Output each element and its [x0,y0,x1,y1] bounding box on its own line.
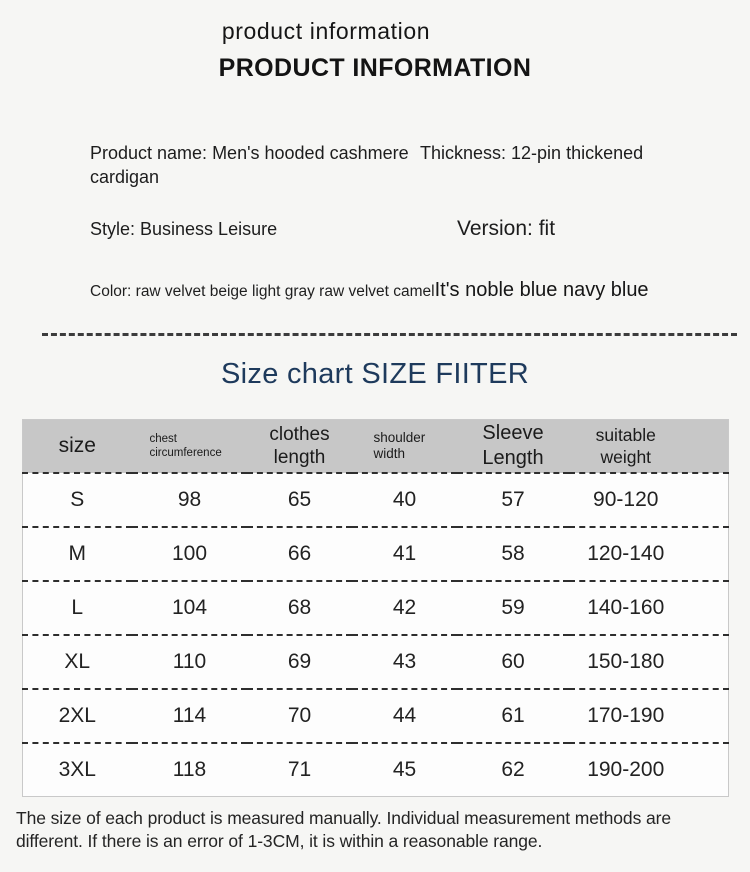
size-label-cell: S [22,473,132,527]
table-cell: 62 [457,743,569,797]
size-chart-table [22,419,729,797]
table-cell: 100 [132,527,247,581]
product-style-text: Style: Business Leisure [90,219,278,239]
column-header-sleeve-length [457,420,569,473]
table-row-m [22,527,728,581]
column-header-suitable-weight [569,420,728,473]
table-cell: 110 [132,635,247,689]
table-cell: 170-190 [569,689,728,743]
page-header [0,0,750,83]
dashed-divider [42,333,737,336]
size-label-cell: 3XL [22,743,132,797]
table-cell: 190-200 [569,743,728,797]
table-cell: 45 [352,743,457,797]
column-header-shoulder-width [352,420,457,473]
size-label-cell: L [22,581,132,635]
table-row-2xl [22,689,728,743]
table-header-row [22,420,728,473]
table-cell: 69 [247,635,352,689]
table-row-xl [22,635,728,689]
table-row-l [22,581,728,635]
product-color-small-text: Color: raw velvet beige light gray raw velvet camel [90,283,435,300]
table-cell: 60 [457,635,569,689]
table-cell: 140-160 [569,581,728,635]
table-cell: 114 [132,689,247,743]
table-cell: 65 [247,473,352,527]
table-row-3xl [22,743,728,797]
column-header-size-label: size [58,433,96,457]
table-cell: 150-180 [569,635,728,689]
column-header-sleeve-label: Sleeve Length [482,421,544,469]
column-header-chest-label: chest circumference [149,432,222,459]
product-version-text: Version: fit [457,217,556,240]
product-row-1 [0,141,750,189]
measurement-note: The size of each product is measured manually. Individual measurement methods are different. If there is an error of 1-3CM, it is within a reasonable range. [16,807,671,851]
column-header-weight-label: suitable weight [595,424,656,467]
table-cell: 68 [247,581,352,635]
column-header-clothes-label: clothes length [269,423,330,468]
column-header-shoulder-label: shoulder width [373,429,426,461]
table-cell: 104 [132,581,247,635]
table-cell: 120-140 [569,527,728,581]
column-header-chest-circumference [132,420,247,473]
product-row-2 [0,217,750,241]
table-cell: 90-120 [569,473,728,527]
table-cell: 58 [457,527,569,581]
page-subtitle: product information [221,18,431,44]
product-color-large-text: It's noble blue navy blue [434,279,649,301]
table-row-s [22,473,728,527]
table-cell: 40 [352,473,457,527]
size-chart-title: Size chart SIZE FIITER [221,358,529,390]
table-cell: 42 [352,581,457,635]
table-cell: 57 [457,473,569,527]
table-cell: 66 [247,527,352,581]
product-thickness-text: Thickness: 12-pin thickened [420,143,644,163]
page-title: PRODUCT INFORMATION [218,54,532,82]
column-header-clothes-length [247,420,352,473]
size-label-cell: M [22,527,132,581]
product-color-line [0,279,750,302]
table-cell: 71 [247,743,352,797]
table-cell: 43 [352,635,457,689]
size-label-cell: 2XL [22,689,132,743]
column-header-size [22,420,132,473]
table-cell: 44 [352,689,457,743]
table-cell: 98 [132,473,247,527]
size-label-cell: XL [22,635,132,689]
product-details-section [0,141,750,302]
table-cell: 70 [247,689,352,743]
table-cell: 61 [457,689,569,743]
table-cell: 41 [352,527,457,581]
table-cell: 118 [132,743,247,797]
table-cell: 59 [457,581,569,635]
product-name-text: Product name: Men's hooded cashmere cardigan [90,143,409,187]
